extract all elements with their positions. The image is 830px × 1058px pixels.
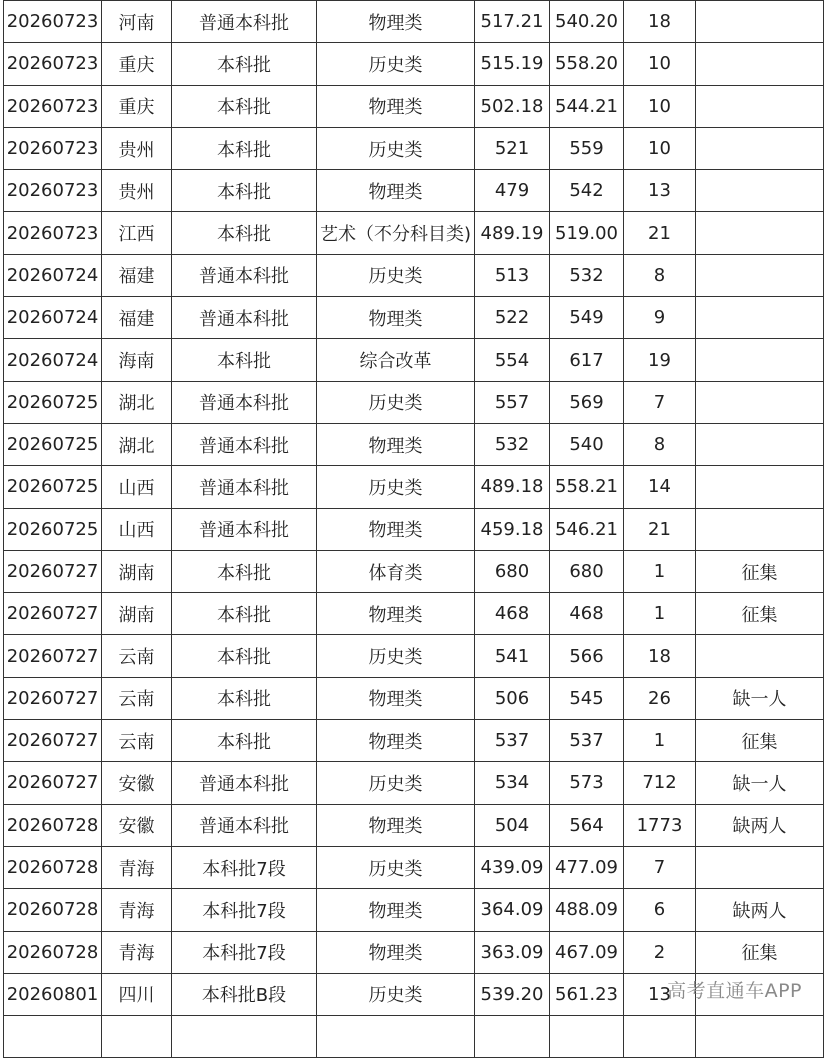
- date-cell: 20260723: [4, 43, 102, 85]
- date-cell: 20260725: [4, 423, 102, 465]
- max-score-cell: 540: [550, 423, 624, 465]
- table-row: [4, 466, 824, 508]
- subject-cell: 物理类: [317, 804, 475, 846]
- batch-cell: 普通本科批: [172, 762, 317, 804]
- note-cell: [696, 43, 824, 85]
- note-cell: [696, 127, 824, 169]
- province-cell: 湖北: [102, 423, 172, 465]
- count-cell: 10: [624, 43, 696, 85]
- table-row: [4, 127, 824, 169]
- count-cell: 19: [624, 339, 696, 381]
- min-score-cell: 534: [475, 762, 550, 804]
- date-cell: 20260728: [4, 889, 102, 931]
- batch-cell: 本科批: [172, 720, 317, 762]
- min-score-cell: 521: [475, 127, 550, 169]
- table-row: [4, 931, 824, 973]
- note-cell: [696, 339, 824, 381]
- batch-cell: 普通本科批: [172, 508, 317, 550]
- province-cell: 海南: [102, 339, 172, 381]
- batch-cell: [172, 1016, 317, 1058]
- date-cell: 20260725: [4, 466, 102, 508]
- date-cell: 20260723: [4, 1, 102, 43]
- batch-cell: 普通本科批: [172, 804, 317, 846]
- min-score-cell: 468: [475, 593, 550, 635]
- note-cell: [696, 1, 824, 43]
- batch-cell: 普通本科批: [172, 297, 317, 339]
- table-row: [4, 254, 824, 296]
- batch-cell: 普通本科批: [172, 1, 317, 43]
- max-score-cell: 680: [550, 550, 624, 592]
- table-row: [4, 212, 824, 254]
- subject-cell: 物理类: [317, 85, 475, 127]
- province-cell: 山西: [102, 508, 172, 550]
- table-row: [4, 423, 824, 465]
- province-cell: 四川: [102, 973, 172, 1015]
- min-score-cell: 515.19: [475, 43, 550, 85]
- min-score-cell: 537: [475, 720, 550, 762]
- date-cell: 20260727: [4, 550, 102, 592]
- batch-cell: 本科批: [172, 43, 317, 85]
- subject-cell: 物理类: [317, 1, 475, 43]
- subject-cell: 历史类: [317, 381, 475, 423]
- min-score-cell: 439.09: [475, 846, 550, 888]
- count-cell: 712: [624, 762, 696, 804]
- table-row: [4, 720, 824, 762]
- subject-cell: 历史类: [317, 127, 475, 169]
- batch-cell: 本科批: [172, 170, 317, 212]
- table-row: [4, 593, 824, 635]
- count-cell: 8: [624, 423, 696, 465]
- watermark-text: 高考直通车APP: [667, 980, 802, 1002]
- max-score-cell: 549: [550, 297, 624, 339]
- province-cell: 云南: [102, 720, 172, 762]
- date-cell: 20260727: [4, 677, 102, 719]
- province-cell: 云南: [102, 677, 172, 719]
- table-row: [4, 381, 824, 423]
- max-score-cell: 542: [550, 170, 624, 212]
- batch-cell: 本科批: [172, 339, 317, 381]
- table-row: [4, 1, 824, 43]
- batch-cell: 本科批7段: [172, 931, 317, 973]
- count-cell: 10: [624, 127, 696, 169]
- table-row: [4, 762, 824, 804]
- subject-cell: 历史类: [317, 973, 475, 1015]
- count-cell: 6: [624, 889, 696, 931]
- batch-cell: 本科批: [172, 635, 317, 677]
- min-score-cell: 489.18: [475, 466, 550, 508]
- province-cell: 湖南: [102, 550, 172, 592]
- subject-cell: 历史类: [317, 762, 475, 804]
- batch-cell: 本科批: [172, 677, 317, 719]
- note-cell: 征集: [696, 593, 824, 635]
- max-score-cell: 558.20: [550, 43, 624, 85]
- date-cell: 20260724: [4, 254, 102, 296]
- count-cell: 14: [624, 466, 696, 508]
- min-score-cell: 506: [475, 677, 550, 719]
- min-score-cell: 522: [475, 297, 550, 339]
- province-cell: 河南: [102, 1, 172, 43]
- date-cell: [4, 1016, 102, 1058]
- province-cell: 安徽: [102, 804, 172, 846]
- table-row: [4, 170, 824, 212]
- note-cell: 征集: [696, 931, 824, 973]
- subject-cell: 历史类: [317, 466, 475, 508]
- max-score-cell: 566: [550, 635, 624, 677]
- note-cell: 征集: [696, 550, 824, 592]
- subject-cell: 物理类: [317, 508, 475, 550]
- date-cell: 20260723: [4, 170, 102, 212]
- date-cell: 20260727: [4, 720, 102, 762]
- count-cell: 1: [624, 550, 696, 592]
- batch-cell: 本科批: [172, 85, 317, 127]
- date-cell: 20260724: [4, 339, 102, 381]
- table-row: [4, 804, 824, 846]
- admission-table-wrapper: [3, 0, 824, 1058]
- province-cell: 重庆: [102, 43, 172, 85]
- min-score-cell: 557: [475, 381, 550, 423]
- max-score-cell: 564: [550, 804, 624, 846]
- count-cell: 8: [624, 254, 696, 296]
- note-cell: 缺一人: [696, 677, 824, 719]
- count-cell: 13: [624, 973, 696, 1015]
- province-cell: 福建: [102, 297, 172, 339]
- province-cell: 青海: [102, 889, 172, 931]
- batch-cell: 普通本科批: [172, 466, 317, 508]
- count-cell: 10: [624, 85, 696, 127]
- note-cell: [696, 635, 824, 677]
- min-score-cell: 539.20: [475, 973, 550, 1015]
- count-cell: 7: [624, 381, 696, 423]
- date-cell: 20260723: [4, 127, 102, 169]
- batch-cell: 本科批: [172, 127, 317, 169]
- count-cell: 7: [624, 846, 696, 888]
- max-score-cell: 559: [550, 127, 624, 169]
- province-cell: 贵州: [102, 127, 172, 169]
- max-score-cell: 519.00: [550, 212, 624, 254]
- count-cell: [624, 1016, 696, 1058]
- max-score-cell: 477.09: [550, 846, 624, 888]
- max-score-cell: 617: [550, 339, 624, 381]
- min-score-cell: 541: [475, 635, 550, 677]
- note-cell: [696, 85, 824, 127]
- date-cell: 20260723: [4, 85, 102, 127]
- batch-cell: 普通本科批: [172, 381, 317, 423]
- min-score-cell: 517.21: [475, 1, 550, 43]
- subject-cell: 物理类: [317, 423, 475, 465]
- province-cell: 云南: [102, 635, 172, 677]
- province-cell: 安徽: [102, 762, 172, 804]
- max-score-cell: 545: [550, 677, 624, 719]
- note-cell: 征集: [696, 720, 824, 762]
- subject-cell: 物理类: [317, 677, 475, 719]
- min-score-cell: 489.19: [475, 212, 550, 254]
- count-cell: 13: [624, 170, 696, 212]
- table-row: [4, 677, 824, 719]
- note-cell: [696, 508, 824, 550]
- province-cell: 江西: [102, 212, 172, 254]
- note-cell: [696, 423, 824, 465]
- province-cell: 湖南: [102, 593, 172, 635]
- batch-cell: 普通本科批: [172, 254, 317, 296]
- subject-cell: 物理类: [317, 889, 475, 931]
- table-body: [4, 0, 824, 1058]
- min-score-cell: 504: [475, 804, 550, 846]
- max-score-cell: 537: [550, 720, 624, 762]
- date-cell: 20260727: [4, 762, 102, 804]
- max-score-cell: [550, 1016, 624, 1058]
- batch-cell: 本科批7段: [172, 889, 317, 931]
- count-cell: 26: [624, 677, 696, 719]
- date-cell: 20260728: [4, 846, 102, 888]
- min-score-cell: [475, 1016, 550, 1058]
- table-row: [4, 297, 824, 339]
- province-cell: 青海: [102, 931, 172, 973]
- table-row: [4, 1016, 824, 1058]
- province-cell: 贵州: [102, 170, 172, 212]
- count-cell: 2: [624, 931, 696, 973]
- count-cell: 21: [624, 212, 696, 254]
- subject-cell: 历史类: [317, 846, 475, 888]
- count-cell: 18: [624, 635, 696, 677]
- min-score-cell: 532: [475, 423, 550, 465]
- max-score-cell: 561.23: [550, 973, 624, 1015]
- province-cell: 湖北: [102, 381, 172, 423]
- max-score-cell: 488.09: [550, 889, 624, 931]
- count-cell: 1: [624, 720, 696, 762]
- table-row: [4, 846, 824, 888]
- table-row: [4, 550, 824, 592]
- batch-cell: 本科批: [172, 550, 317, 592]
- count-cell: 18: [624, 1, 696, 43]
- date-cell: 20260725: [4, 381, 102, 423]
- date-cell: 20260724: [4, 297, 102, 339]
- table-row: [4, 889, 824, 931]
- subject-cell: 物理类: [317, 170, 475, 212]
- min-score-cell: 364.09: [475, 889, 550, 931]
- table-row: [4, 43, 824, 85]
- table-row: [4, 339, 824, 381]
- table-row: [4, 85, 824, 127]
- subject-cell: 物理类: [317, 931, 475, 973]
- count-cell: 9: [624, 297, 696, 339]
- date-cell: 20260725: [4, 508, 102, 550]
- count-cell: 1773: [624, 804, 696, 846]
- min-score-cell: 363.09: [475, 931, 550, 973]
- note-cell: 缺两人: [696, 889, 824, 931]
- note-cell: [696, 212, 824, 254]
- province-cell: 青海: [102, 846, 172, 888]
- min-score-cell: 680: [475, 550, 550, 592]
- date-cell: 20260727: [4, 593, 102, 635]
- subject-cell: 体育类: [317, 550, 475, 592]
- max-score-cell: 546.21: [550, 508, 624, 550]
- date-cell: 20260728: [4, 804, 102, 846]
- max-score-cell: 468: [550, 593, 624, 635]
- note-cell: [696, 297, 824, 339]
- note-cell: [696, 846, 824, 888]
- date-cell: 20260723: [4, 212, 102, 254]
- batch-cell: 本科批: [172, 593, 317, 635]
- note-cell: [696, 466, 824, 508]
- min-score-cell: 479: [475, 170, 550, 212]
- subject-cell: 物理类: [317, 593, 475, 635]
- batch-cell: 本科批: [172, 212, 317, 254]
- province-cell: 重庆: [102, 85, 172, 127]
- count-cell: 1: [624, 593, 696, 635]
- note-cell: [696, 170, 824, 212]
- date-cell: 20260801: [4, 973, 102, 1015]
- province-cell: [102, 1016, 172, 1058]
- subject-cell: 物理类: [317, 720, 475, 762]
- date-cell: 20260727: [4, 635, 102, 677]
- subject-cell: 历史类: [317, 43, 475, 85]
- subject-cell: 历史类: [317, 254, 475, 296]
- max-score-cell: 540.20: [550, 1, 624, 43]
- province-cell: 福建: [102, 254, 172, 296]
- min-score-cell: 502.18: [475, 85, 550, 127]
- subject-cell: 综合改革: [317, 339, 475, 381]
- subject-cell: 物理类: [317, 297, 475, 339]
- date-cell: 20260728: [4, 931, 102, 973]
- max-score-cell: 532: [550, 254, 624, 296]
- note-cell: [696, 381, 824, 423]
- note-cell: 缺两人: [696, 804, 824, 846]
- max-score-cell: 569: [550, 381, 624, 423]
- max-score-cell: 573: [550, 762, 624, 804]
- note-cell: 缺一人: [696, 762, 824, 804]
- batch-cell: 本科批7段: [172, 846, 317, 888]
- subject-cell: 历史类: [317, 635, 475, 677]
- batch-cell: 普通本科批: [172, 423, 317, 465]
- max-score-cell: 467.09: [550, 931, 624, 973]
- batch-cell: 本科批B段: [172, 973, 317, 1015]
- max-score-cell: 558.21: [550, 466, 624, 508]
- subject-cell: 艺术（不分科目类): [317, 212, 475, 254]
- note-cell: [696, 254, 824, 296]
- note-cell: [696, 1016, 824, 1058]
- min-score-cell: 459.18: [475, 508, 550, 550]
- admission-table: [3, 0, 824, 1058]
- province-cell: 山西: [102, 466, 172, 508]
- max-score-cell: 544.21: [550, 85, 624, 127]
- min-score-cell: 513: [475, 254, 550, 296]
- count-cell: 21: [624, 508, 696, 550]
- min-score-cell: 554: [475, 339, 550, 381]
- subject-cell: [317, 1016, 475, 1058]
- table-row: [4, 508, 824, 550]
- table-row: [4, 635, 824, 677]
